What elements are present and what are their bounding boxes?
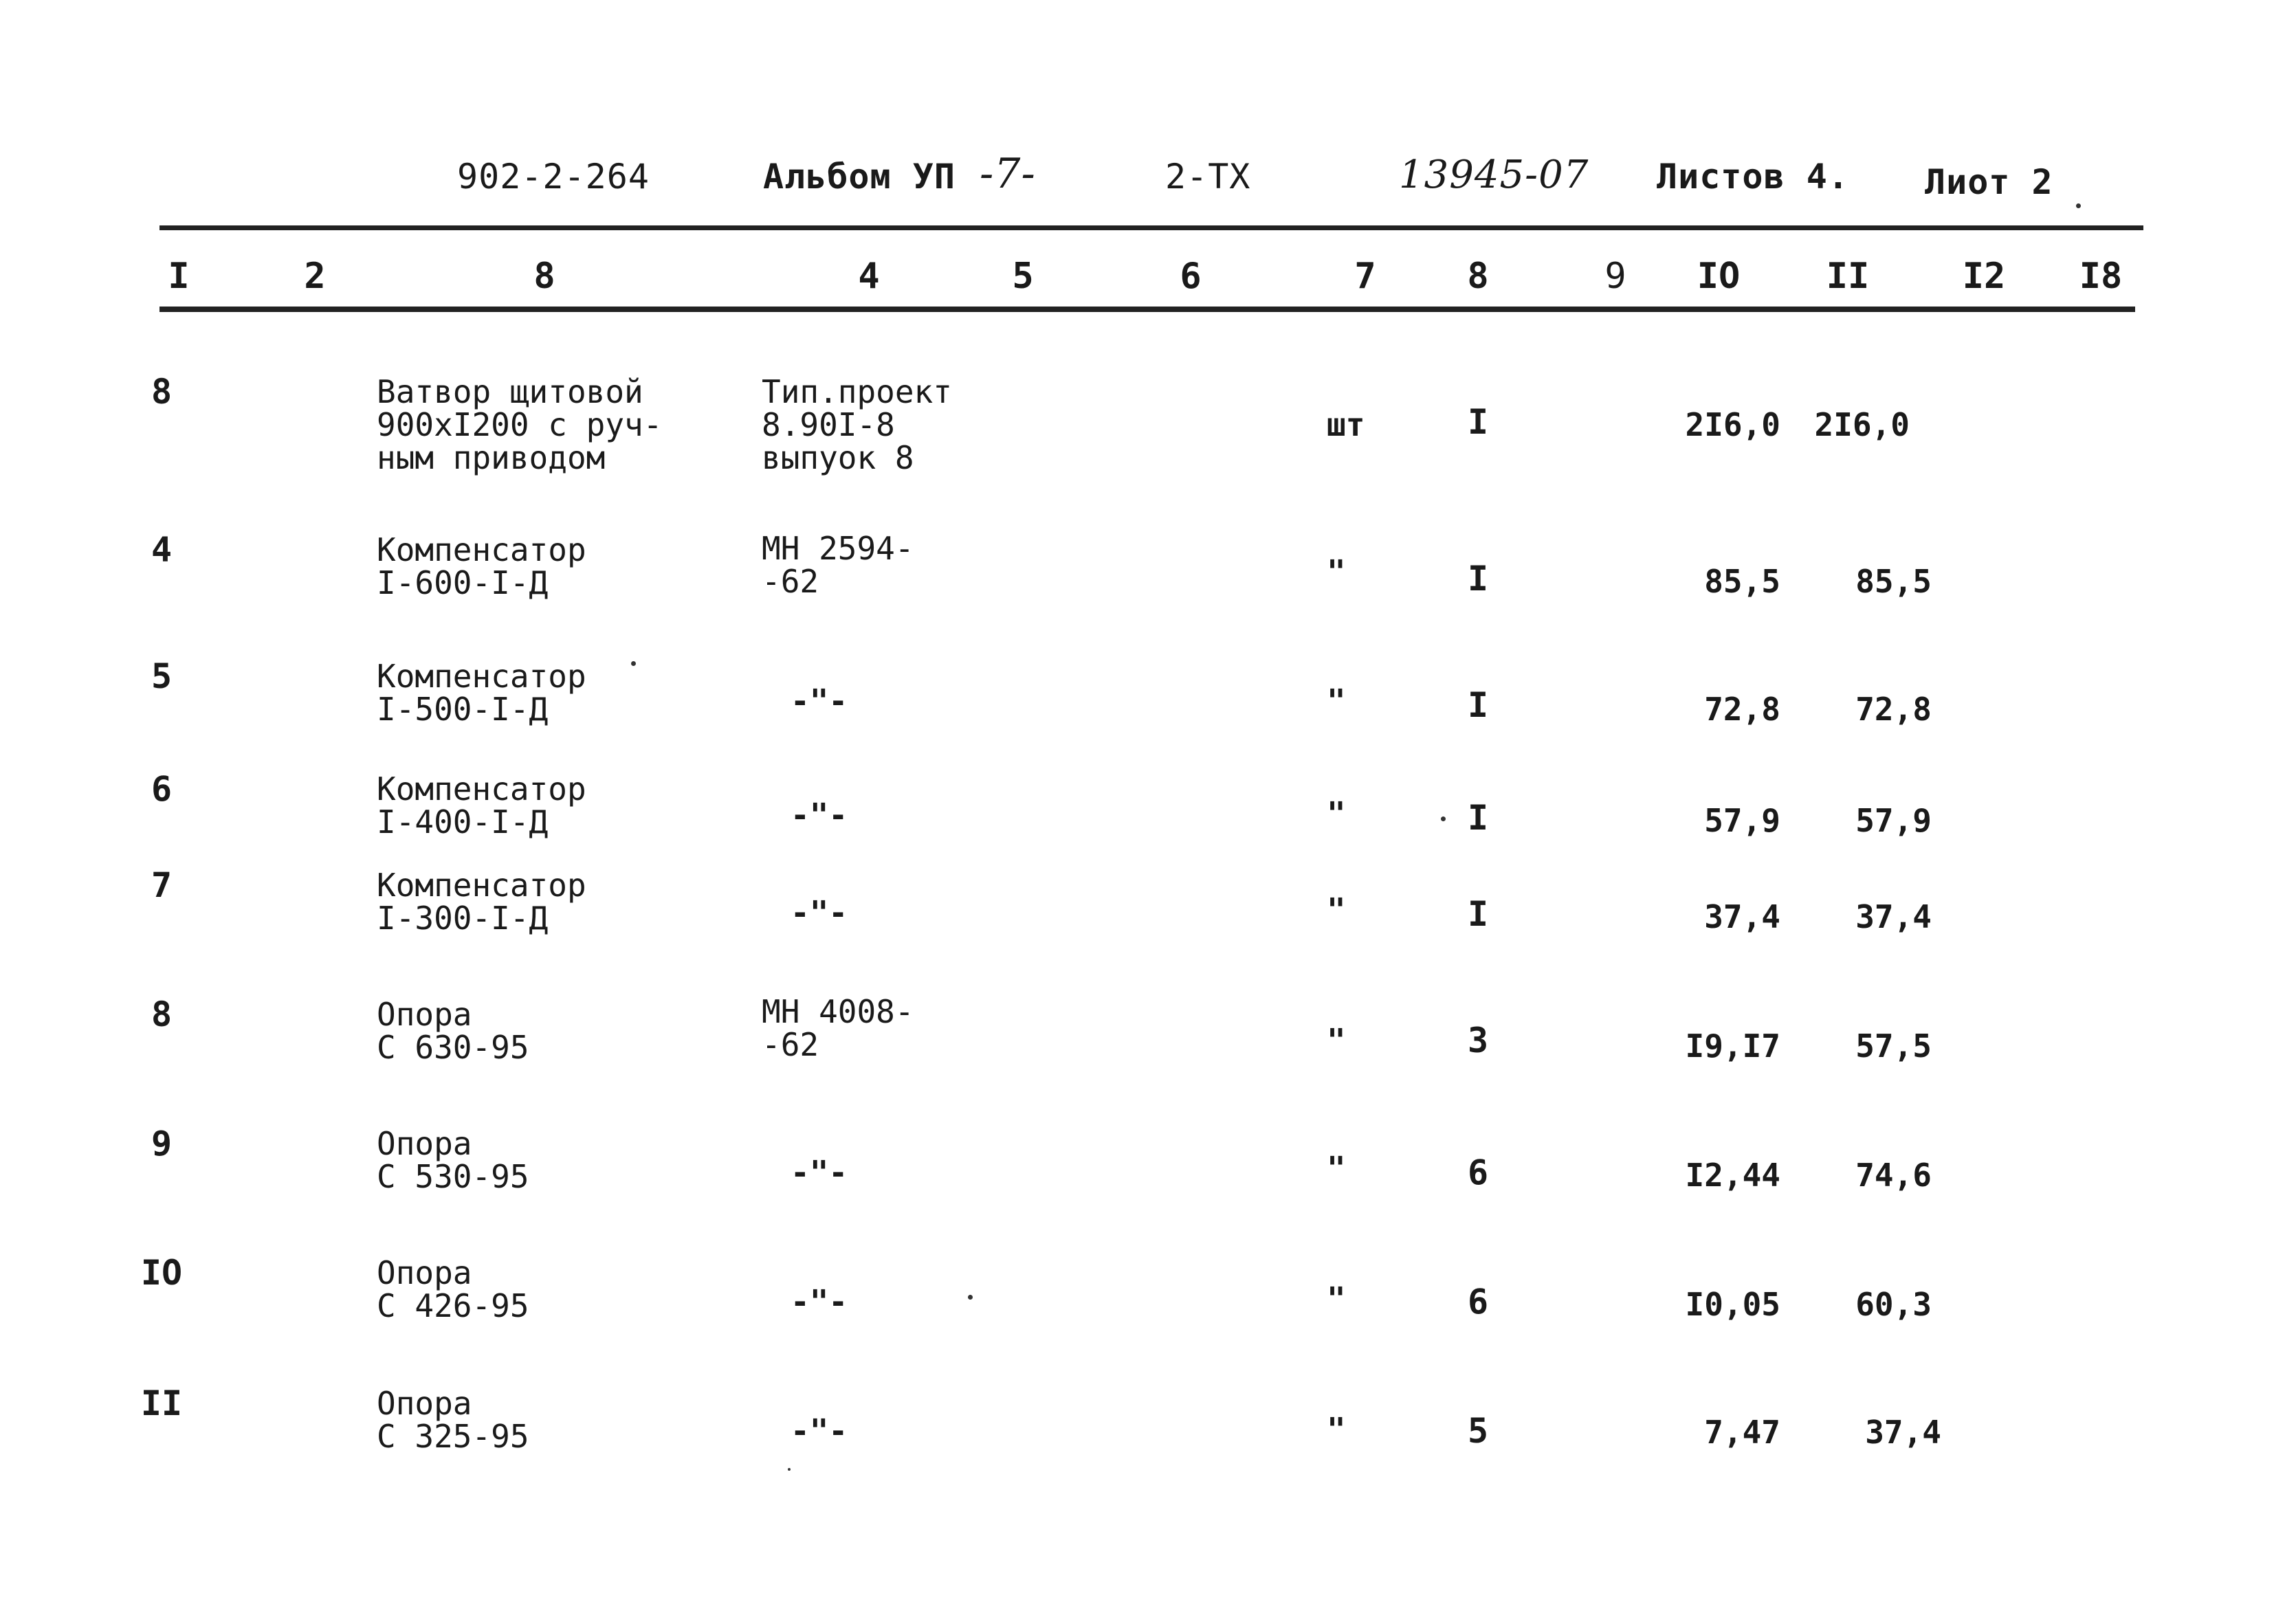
item-name: Опора С 426-95 — [377, 1254, 529, 1324]
position-number: II — [140, 1383, 183, 1423]
quantity: I — [1467, 685, 1489, 725]
total-mass: 37,4 — [1865, 1414, 1941, 1451]
album-label: Альбом УП — [763, 157, 956, 197]
position-number: 9 — [151, 1124, 173, 1164]
item-name: Компенсатор I-400-I-Д — [377, 770, 586, 841]
sheets-total: Листов 4. — [1657, 157, 1849, 197]
ditto-mark: -"- — [791, 1283, 848, 1320]
top-rule — [159, 225, 2143, 230]
document-ref: Тип.проект 8.90I-8 выпуок 8 — [762, 373, 952, 476]
item-name: Компенсатор I-600-I-Д — [377, 531, 586, 601]
unit: " — [1327, 1411, 1346, 1448]
column-number: 6 — [1180, 256, 1202, 297]
unit: " — [1327, 1150, 1346, 1187]
unit-mass: I2,44 — [1685, 1157, 1780, 1194]
unit-mass: I9,I7 — [1685, 1027, 1780, 1065]
column-number: 5 — [1012, 256, 1034, 297]
document-ref: МН 2594- -62 — [762, 530, 914, 600]
page-marker: -7- — [980, 150, 1036, 198]
quantity: I — [1467, 798, 1489, 838]
unit: " — [1327, 1022, 1346, 1059]
total-mass: 72,8 — [1855, 691, 1932, 728]
item-name: Компенсатор I-500-I-Д — [377, 658, 586, 728]
quantity: I — [1467, 559, 1489, 599]
position-number: 6 — [151, 769, 173, 809]
unit: шт — [1327, 406, 1365, 443]
section-code: 2-ТХ — [1165, 157, 1251, 197]
total-mass: 85,5 — [1855, 563, 1932, 600]
total-mass: 2I6,0 — [1814, 406, 1910, 443]
unit: " — [1327, 553, 1346, 590]
quantity: 3 — [1467, 1021, 1489, 1060]
document-ref: МН 4008- -62 — [762, 993, 914, 1063]
total-mass: 57,9 — [1855, 802, 1932, 839]
item-name: Опора С 530-95 — [377, 1125, 529, 1195]
column-number: 8 — [533, 256, 555, 297]
item-name: Ватвор щитовой 900хI200 с руч- ным приводом — [377, 373, 663, 476]
item-name: Опора С 325-95 — [377, 1385, 529, 1455]
item-name: Опора С 630-95 — [377, 996, 529, 1066]
position-number: 4 — [151, 530, 173, 570]
ink-speck — [2076, 203, 2081, 208]
column-number: I — [168, 256, 190, 297]
ink-speck — [631, 661, 636, 666]
quantity: I — [1467, 402, 1489, 442]
total-mass: 37,4 — [1855, 898, 1932, 935]
ditto-mark: -"- — [791, 1154, 848, 1191]
column-number: I8 — [2079, 256, 2123, 297]
item-name: Компенсатор I-300-I-Д — [377, 867, 586, 937]
quantity: I — [1467, 894, 1489, 934]
unit: " — [1327, 682, 1346, 720]
unit: " — [1327, 891, 1346, 928]
unit-mass: I0,05 — [1685, 1286, 1780, 1323]
unit-mass: 57,9 — [1704, 802, 1780, 839]
column-number: I2 — [1962, 256, 2006, 297]
position-number: 7 — [151, 865, 173, 905]
unit: " — [1327, 1280, 1346, 1317]
quantity: 5 — [1467, 1411, 1489, 1451]
ink-speck — [788, 1468, 791, 1471]
unit-mass: 85,5 — [1704, 563, 1780, 600]
inventory-number: 13945-07 — [1399, 153, 1589, 197]
sheet-number: Лиот 2 — [1925, 162, 2053, 202]
unit-mass: 7,47 — [1704, 1414, 1780, 1451]
column-number: 4 — [858, 256, 880, 297]
column-number: II — [1826, 256, 1870, 297]
column-number: IO — [1697, 256, 1741, 297]
column-number: 7 — [1354, 256, 1376, 297]
total-mass: 74,6 — [1855, 1157, 1932, 1194]
unit: " — [1327, 795, 1346, 832]
project-number: 902-2-264 — [457, 157, 650, 197]
position-number: 8 — [151, 994, 173, 1034]
ditto-mark: -"- — [791, 1412, 848, 1449]
header-rule — [159, 307, 2135, 312]
unit-mass: 2I6,0 — [1685, 406, 1780, 443]
ditto-mark: -"- — [791, 797, 848, 834]
quantity: 6 — [1467, 1153, 1489, 1192]
unit-mass: 37,4 — [1704, 898, 1780, 935]
unit-mass: 72,8 — [1704, 691, 1780, 728]
quantity: 6 — [1467, 1282, 1489, 1322]
column-number: 8 — [1467, 256, 1489, 297]
ditto-mark: -"- — [791, 894, 848, 931]
column-number: 9 — [1604, 256, 1626, 297]
ditto-mark: -"- — [791, 682, 848, 720]
ink-speck — [1441, 816, 1446, 821]
total-mass: 60,3 — [1855, 1286, 1932, 1323]
position-number: 8 — [151, 372, 173, 412]
column-number: 2 — [304, 256, 326, 297]
position-number: IO — [140, 1253, 183, 1293]
ink-speck — [968, 1295, 973, 1300]
total-mass: 57,5 — [1855, 1027, 1932, 1065]
position-number: 5 — [151, 656, 173, 696]
